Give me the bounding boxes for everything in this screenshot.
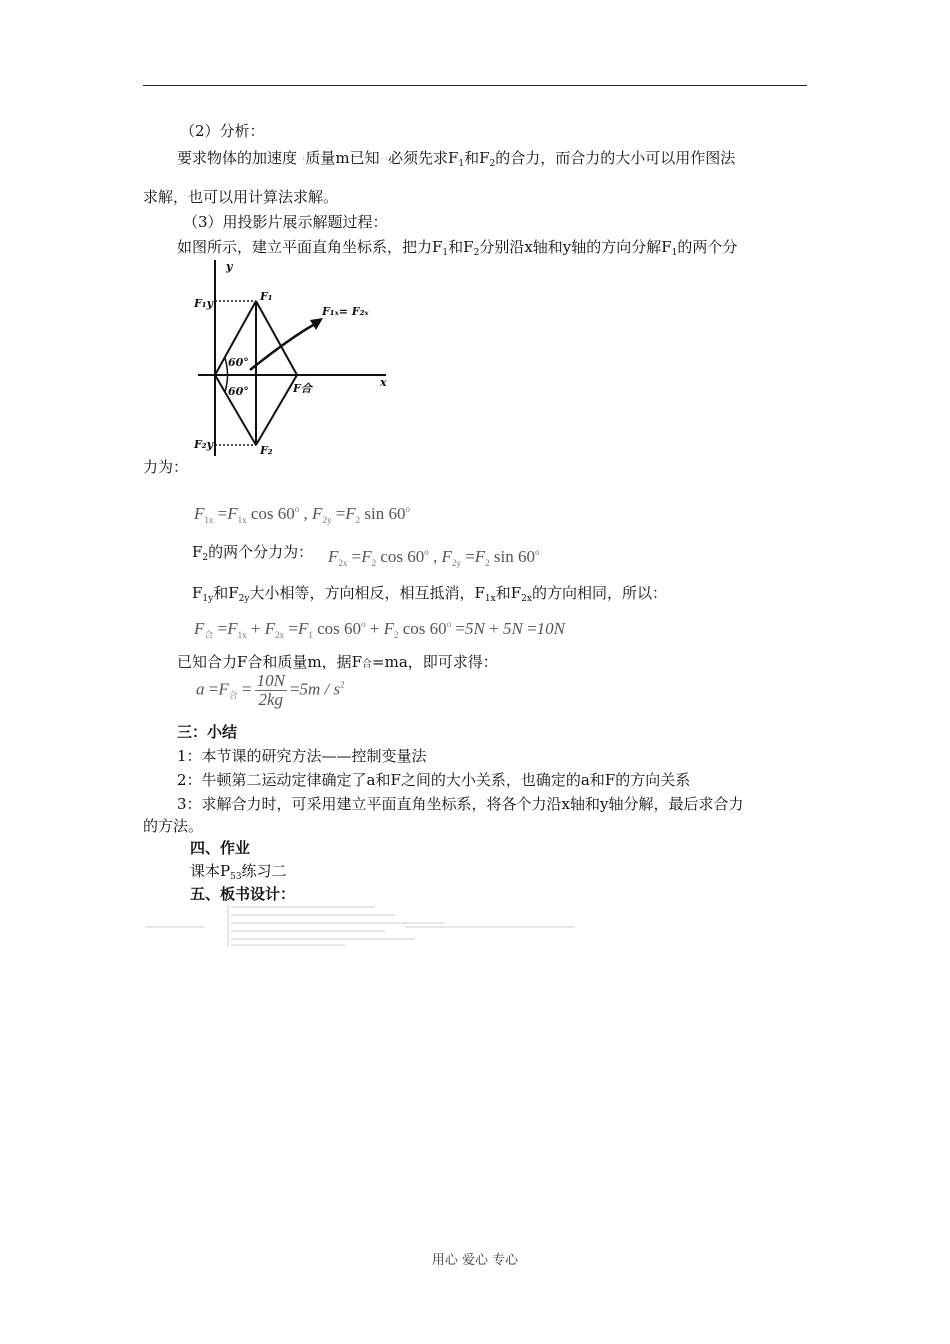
section-2-title: （2）分析：: [180, 122, 265, 140]
equation-acceleration: $a =F_合$ = $\frac{10N}{2kg}$ $=5m / s^2$: [196, 671, 345, 709]
header-rule: [143, 85, 807, 86]
summary-item-3: 3：求解合力时，可采用建立平面直角坐标系，将各个力沿x轴和y轴分解，最后求合力: [177, 795, 744, 813]
f2-label: F₂: [260, 444, 273, 457]
equation-resultant: $F_合 =F_{1x} + F_{2x} =F_1$ $\cos 60^o + F_2$ $\cos 60^o =5N + 5N =10N$: [194, 619, 565, 641]
page-footer: 用心 爱心 专心: [431, 1253, 519, 1268]
cancel-sentence: $F_{1y}$和$F_{2y}$大小相等，方向相反，相互抵消，$F_{1x}$和$F_{2x}$的方向相同，所以：: [192, 584, 667, 604]
f2-intro: $F_2$的两个分力为：: [192, 543, 314, 563]
summary-item-2: 2：牛顿第二运动定律确定了a和F之间的大小关系，也确定的a和F的方向关系: [177, 771, 691, 789]
section-3-title: （3）用投影片展示解题过程：: [183, 213, 388, 231]
f1y-label: F₁y: [194, 297, 214, 310]
angle-bottom-label: 60°: [228, 385, 249, 398]
f2y-label: F₂y: [194, 438, 214, 451]
rhombus-bottom-right: [256, 375, 297, 445]
board-design-title: 五、板书设计：: [190, 885, 296, 903]
section-2-body-cont: 求解，也可以用计算法求解。: [143, 188, 339, 206]
y-axis-label: y: [226, 260, 233, 273]
homework-body: 课本$P_{53}$练习二: [190, 862, 287, 882]
known-sentence: 已知合力F合和质量m，据F合=ma，即可求得：: [177, 653, 498, 671]
section-3-body: 如图所示，建立平面直角坐标系，把力$F_1$和$F_2$分别沿x轴和y轴的方向分解$F_1$的两个分: [177, 238, 738, 258]
x-axis-label: x: [380, 376, 387, 389]
resultant-label: F合: [293, 382, 312, 395]
homework-title: 四、作业: [190, 839, 251, 857]
angle-top-label: 60°: [228, 356, 249, 369]
f1-label: F₁: [260, 290, 273, 303]
summary-item-1: 1：本节课的研究方法——控制变量法: [177, 747, 427, 765]
section-2-body: 要求物体的加速度⁻¹质量m已知⁻¹必须先求$F_1$和$F_2$的合力，而合力的大小可以用作图法: [177, 149, 736, 169]
equation-f1-components: $F_{1x} =F_{1x}$ cos 60$^o$ , $F_{2y} =F_2$ sin 60$^o$: [194, 504, 411, 525]
board-design-image: [145, 903, 585, 949]
force-decomposition-diagram: [190, 258, 405, 458]
equation-f2-components: $F_{2x} =F_2$ cos 60$^o$ , $F_{2y} =F_2$ sin 60$^o$: [328, 547, 540, 568]
summary-title: 三：小结: [177, 723, 238, 741]
pointer-arrowhead: [310, 318, 323, 330]
section-3-body-cont: 力为：: [143, 458, 189, 476]
annotation-label: F₁ₓ= F₂ₓ: [322, 305, 369, 318]
summary-item-3-cont: 的方法。: [143, 817, 204, 835]
